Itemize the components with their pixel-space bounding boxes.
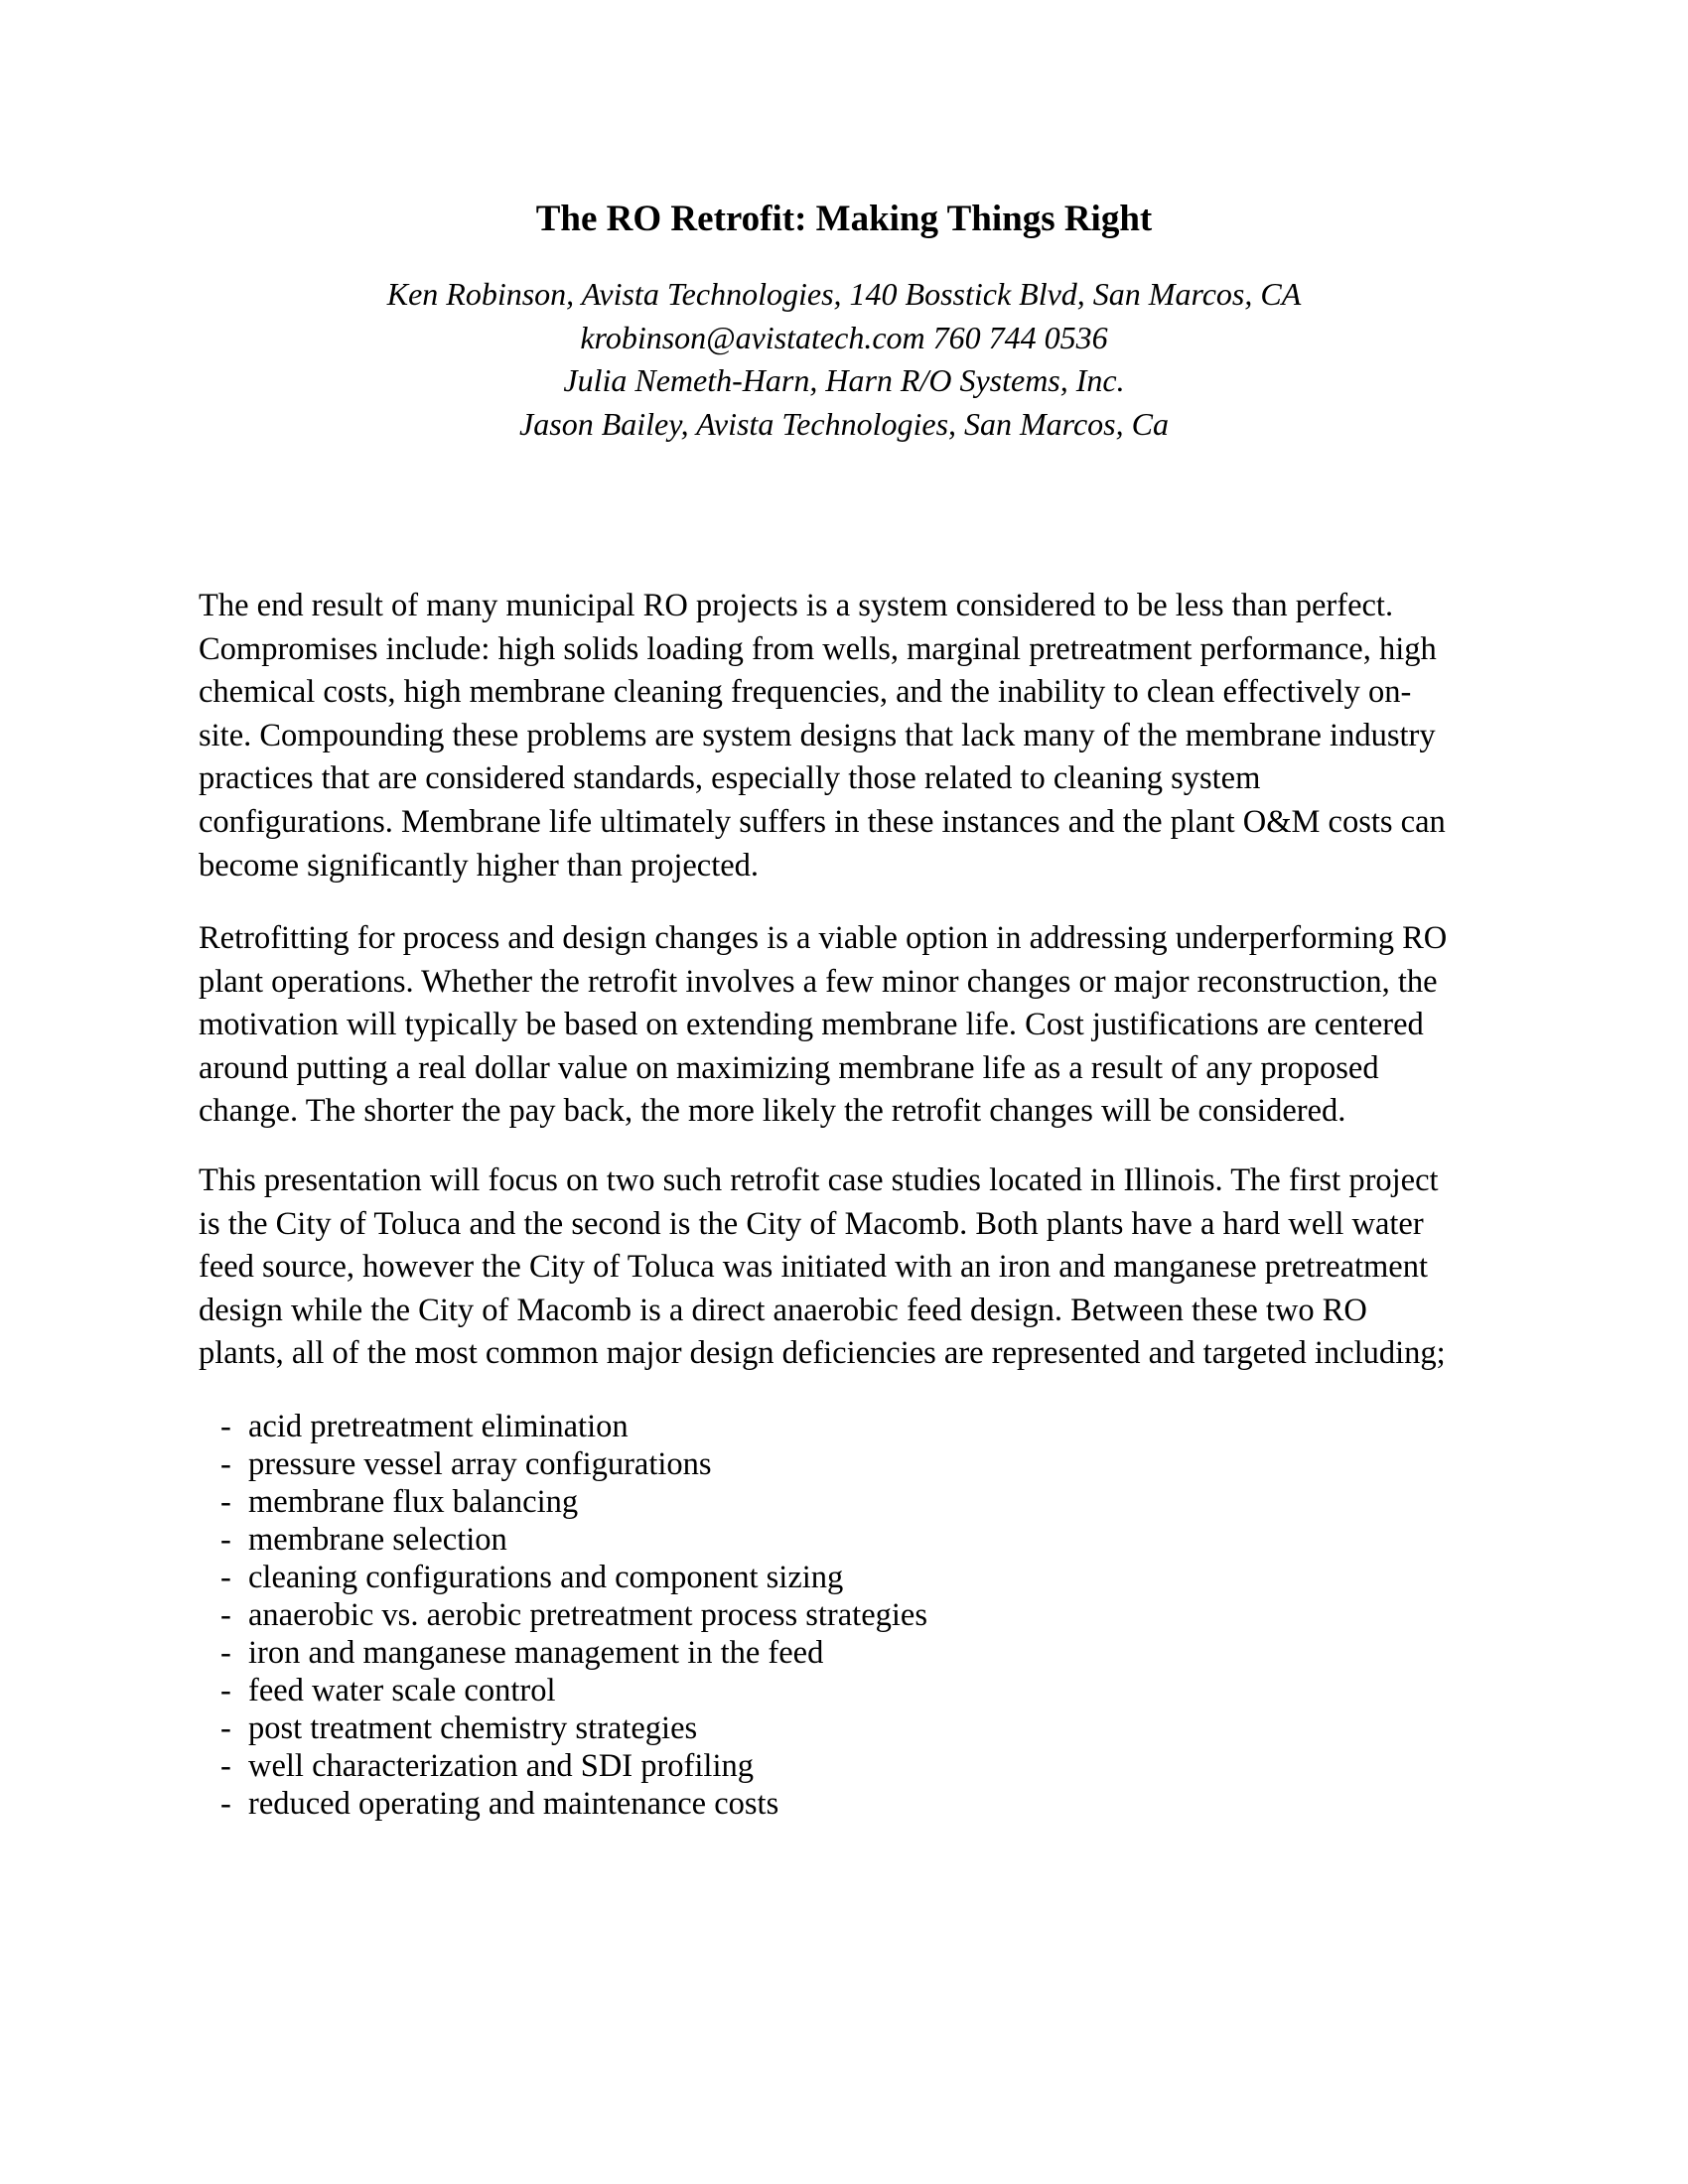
paragraph-line: plant operations. Whether the retrofit involves a few minor changes or major reconstruction, the	[199, 963, 1438, 1000]
dash-marker: -	[220, 1786, 231, 1822]
dash-marker: -	[220, 1560, 231, 1595]
paragraph-line: Compromises include: high solids loading from wells, marginal pretreatment performance, high	[199, 630, 1437, 667]
author-line: Ken Robinson, Avista Technologies, 140 Bosstick Blvd, San Marcos, CA	[386, 276, 1302, 312]
document-title: The RO Retrofit: Making Things Right	[535, 199, 1153, 239]
list-item	[220, 1408, 927, 1445]
paragraph-intro	[199, 585, 1489, 887]
dash-marker: -	[220, 1710, 231, 1746]
list-item	[220, 1747, 927, 1785]
dash-marker: -	[220, 1446, 231, 1482]
paragraph-line: motivation will typically be based on extending membrane life. Cost justifications are centered	[199, 1007, 1424, 1043]
list-item-text: well characterization and SDI profiling	[248, 1748, 754, 1784]
paragraph-line: practices that are considered standards, especially those related to cleaning system	[199, 760, 1261, 797]
list-item-text: iron and manganese management in the feed	[248, 1635, 824, 1671]
list-item-text: anaerobic vs. aerobic pretreatment process strategies	[248, 1597, 927, 1633]
paragraph-line: site. Compounding these problems are system designs that lack many of the membrane industry	[199, 717, 1436, 753]
list-item	[220, 1559, 927, 1596]
list-item-text: acid pretreatment elimination	[248, 1409, 629, 1444]
paragraph-line: Retrofitting for process and design changes is a viable option in addressing underperforming RO	[199, 920, 1448, 956]
author-block	[0, 273, 1688, 446]
paragraph-retrofitting	[199, 917, 1489, 1134]
list-item-text: feed water scale control	[248, 1673, 556, 1708]
list-item	[220, 1483, 927, 1521]
dash-marker: -	[220, 1522, 231, 1558]
deficiency-list	[220, 1408, 927, 1823]
list-item	[220, 1521, 927, 1559]
paragraph-line: is the City of Toluca and the second is the City of Macomb. Both plants have a hard well water	[199, 1205, 1424, 1242]
list-item	[220, 1596, 927, 1634]
paragraph-line: configurations. Membrane life ultimately suffers in these instances and the plant O&M costs can	[199, 803, 1446, 840]
dash-marker: -	[220, 1409, 231, 1444]
paragraph-line: The end result of many municipal RO projects is a system considered to be less than perfect.	[199, 588, 1394, 623]
list-item	[220, 1672, 927, 1709]
paragraph-case-studies	[199, 1160, 1489, 1376]
dash-marker: -	[220, 1597, 231, 1633]
list-item-text: membrane selection	[248, 1522, 507, 1558]
list-item-text: membrane flux balancing	[248, 1484, 579, 1520]
list-item-text: post treatment chemistry strategies	[248, 1710, 698, 1746]
paragraph-line: This presentation will focus on two such retrofit case studies located in Illinois. The first project	[199, 1162, 1439, 1198]
author-contact-line: krobinson@avistatech.com 760 744 0536	[580, 319, 1108, 355]
author-line: Jason Bailey, Avista Technologies, San Marcos, Ca	[519, 405, 1169, 442]
dash-marker: -	[220, 1673, 231, 1708]
list-item	[220, 1634, 927, 1672]
paragraph-line: plants, all of the most common major design deficiencies are represented and targeted including;	[199, 1335, 1446, 1372]
list-item	[220, 1445, 927, 1483]
paragraph-line: around putting a real dollar value on maximizing membrane life as a result of any proposed	[199, 1049, 1379, 1086]
paragraph-line: become significantly higher than projected.	[199, 847, 760, 884]
dash-marker: -	[220, 1484, 231, 1520]
list-item-text: reduced operating and maintenance costs	[248, 1786, 779, 1822]
list-item-text: cleaning configurations and component sizing	[248, 1560, 844, 1595]
list-item	[220, 1785, 927, 1823]
paragraph-line: change. The shorter the pay back, the more likely the retrofit changes will be considered.	[199, 1093, 1346, 1130]
paragraph-line: design while the City of Macomb is a direct anaerobic feed design. Between these two RO	[199, 1292, 1367, 1328]
paragraph-line: chemical costs, high membrane cleaning frequencies, and the inability to clean effectively on-	[199, 674, 1412, 711]
paragraph-line: feed source, however the City of Toluca was initiated with an iron and manganese pretreatment	[199, 1249, 1429, 1286]
dash-marker: -	[220, 1748, 231, 1784]
dash-marker: -	[220, 1635, 231, 1671]
author-line: Julia Nemeth-Harn, Harn R/O Systems, Inc.	[563, 362, 1125, 398]
list-item	[220, 1709, 927, 1747]
list-item-text: pressure vessel array configurations	[248, 1446, 712, 1482]
